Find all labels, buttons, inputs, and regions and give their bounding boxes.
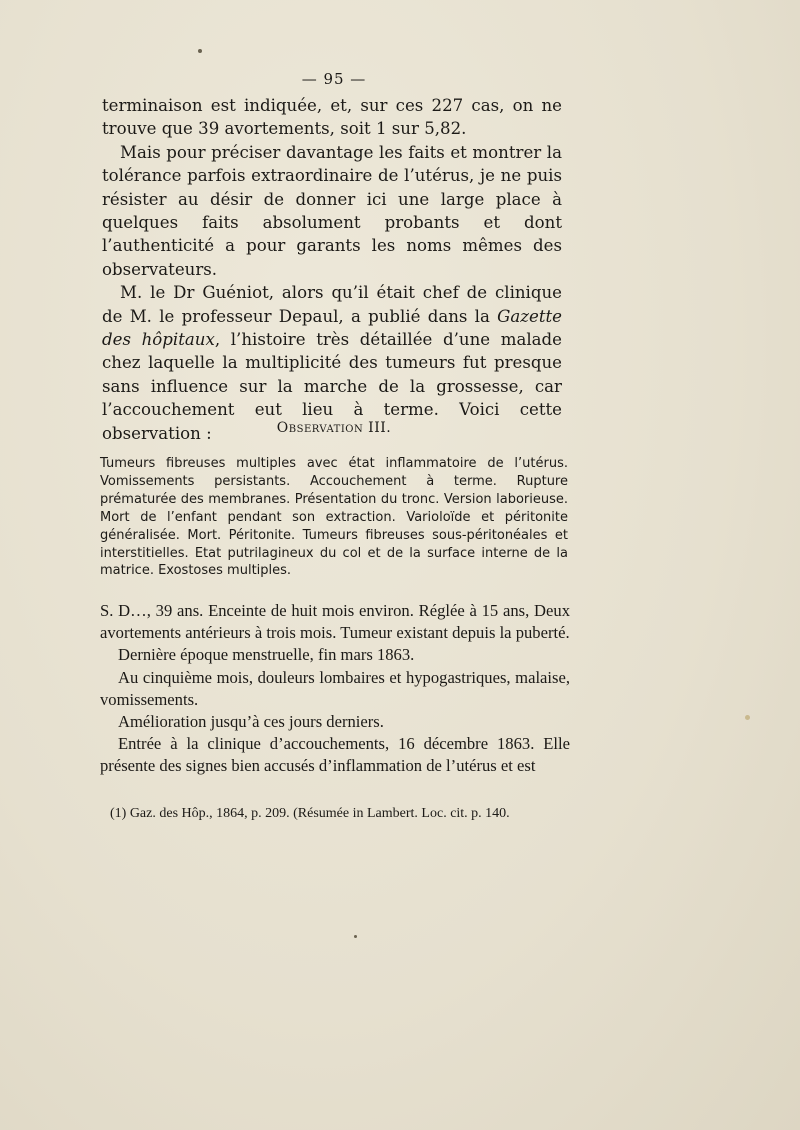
observation-summary: Tumeurs fibreuses multiples avec état inflammatoire de l’utérus. Vomissements persistants. Accouchement à terme. Rupture prématurée des membranes. Présentation du tronc. Version laborieuse. Mort de l’enfant pendant son extraction. Varioloïde et péritonite généralisée. Mort. Péritonite. Tumeurs fibreuses sous-péritonéales et interstitielles. Etat putrilagineux du col et de la surface interne de la matrice. Exostoses multiples.	[100, 456, 568, 579]
paragraph-2: Mais pour préciser davantage les faits et montrer la tolérance parfois extraordinaire de l’utérus, je ne puis résister au désir de donner ici une large place à quelques faits absolument probants et dont l’authenticité a pour garants les noms mêmes des observateurs.	[102, 142, 562, 279]
page-number: — 95 —	[301, 70, 367, 88]
case-paragraph-4: Amélioration jusqu’à ces jours derniers.	[118, 712, 384, 732]
case-paragraph-1: S. D…, 39 ans. Enceinte de huit mois environ. Réglée à 15 ans, Deux avortements antérieurs à trois mois. Tumeur existant depuis la puberté.	[100, 601, 570, 643]
paragraph-3-end: , l’histoire très détaillée d’une malade chez laquelle la multiplicité des tumeurs fut presque sans influence sur la marche de la grossesse, car l’accouchement eut lieu à terme. Voici cette observation :	[102, 330, 562, 443]
case-paragraph-5: Entrée à la clinique d’accouchements, 16 décembre 1863. Elle présente des signes bien accusés d’inflammation de l’utérus et est	[100, 734, 570, 776]
paragraph-3-start: M. le Dr Guéniot, alors qu’il était chef de clinique de M. le professeur Depaul, a publié dans la	[102, 283, 562, 326]
paper-speck	[354, 935, 357, 938]
main-text	[102, 94, 562, 445]
paragraph-1: terminaison est indiquée, et, sur ces 227 cas, on ne trouve que 39 avortements, soit 1 sur 5,82.	[102, 96, 562, 139]
journal-title: Gazette des hôpitaux	[102, 306, 562, 350]
footnote: (1) Gaz. des Hôp., 1864, p. 209. (Résumée in Lambert. Loc. cit. p. 140.	[110, 806, 510, 821]
case-paragraph-2: Dernière époque menstruelle, fin mars 1863.	[118, 645, 415, 665]
observation-heading: Observation III.	[276, 420, 392, 436]
paper-speck	[745, 715, 750, 720]
case-text	[100, 600, 570, 778]
case-paragraph-3: Au cinquième mois, douleurs lombaires et hypogastriques, malaise, vomissements.	[100, 667, 570, 709]
paper-speck	[198, 49, 202, 53]
